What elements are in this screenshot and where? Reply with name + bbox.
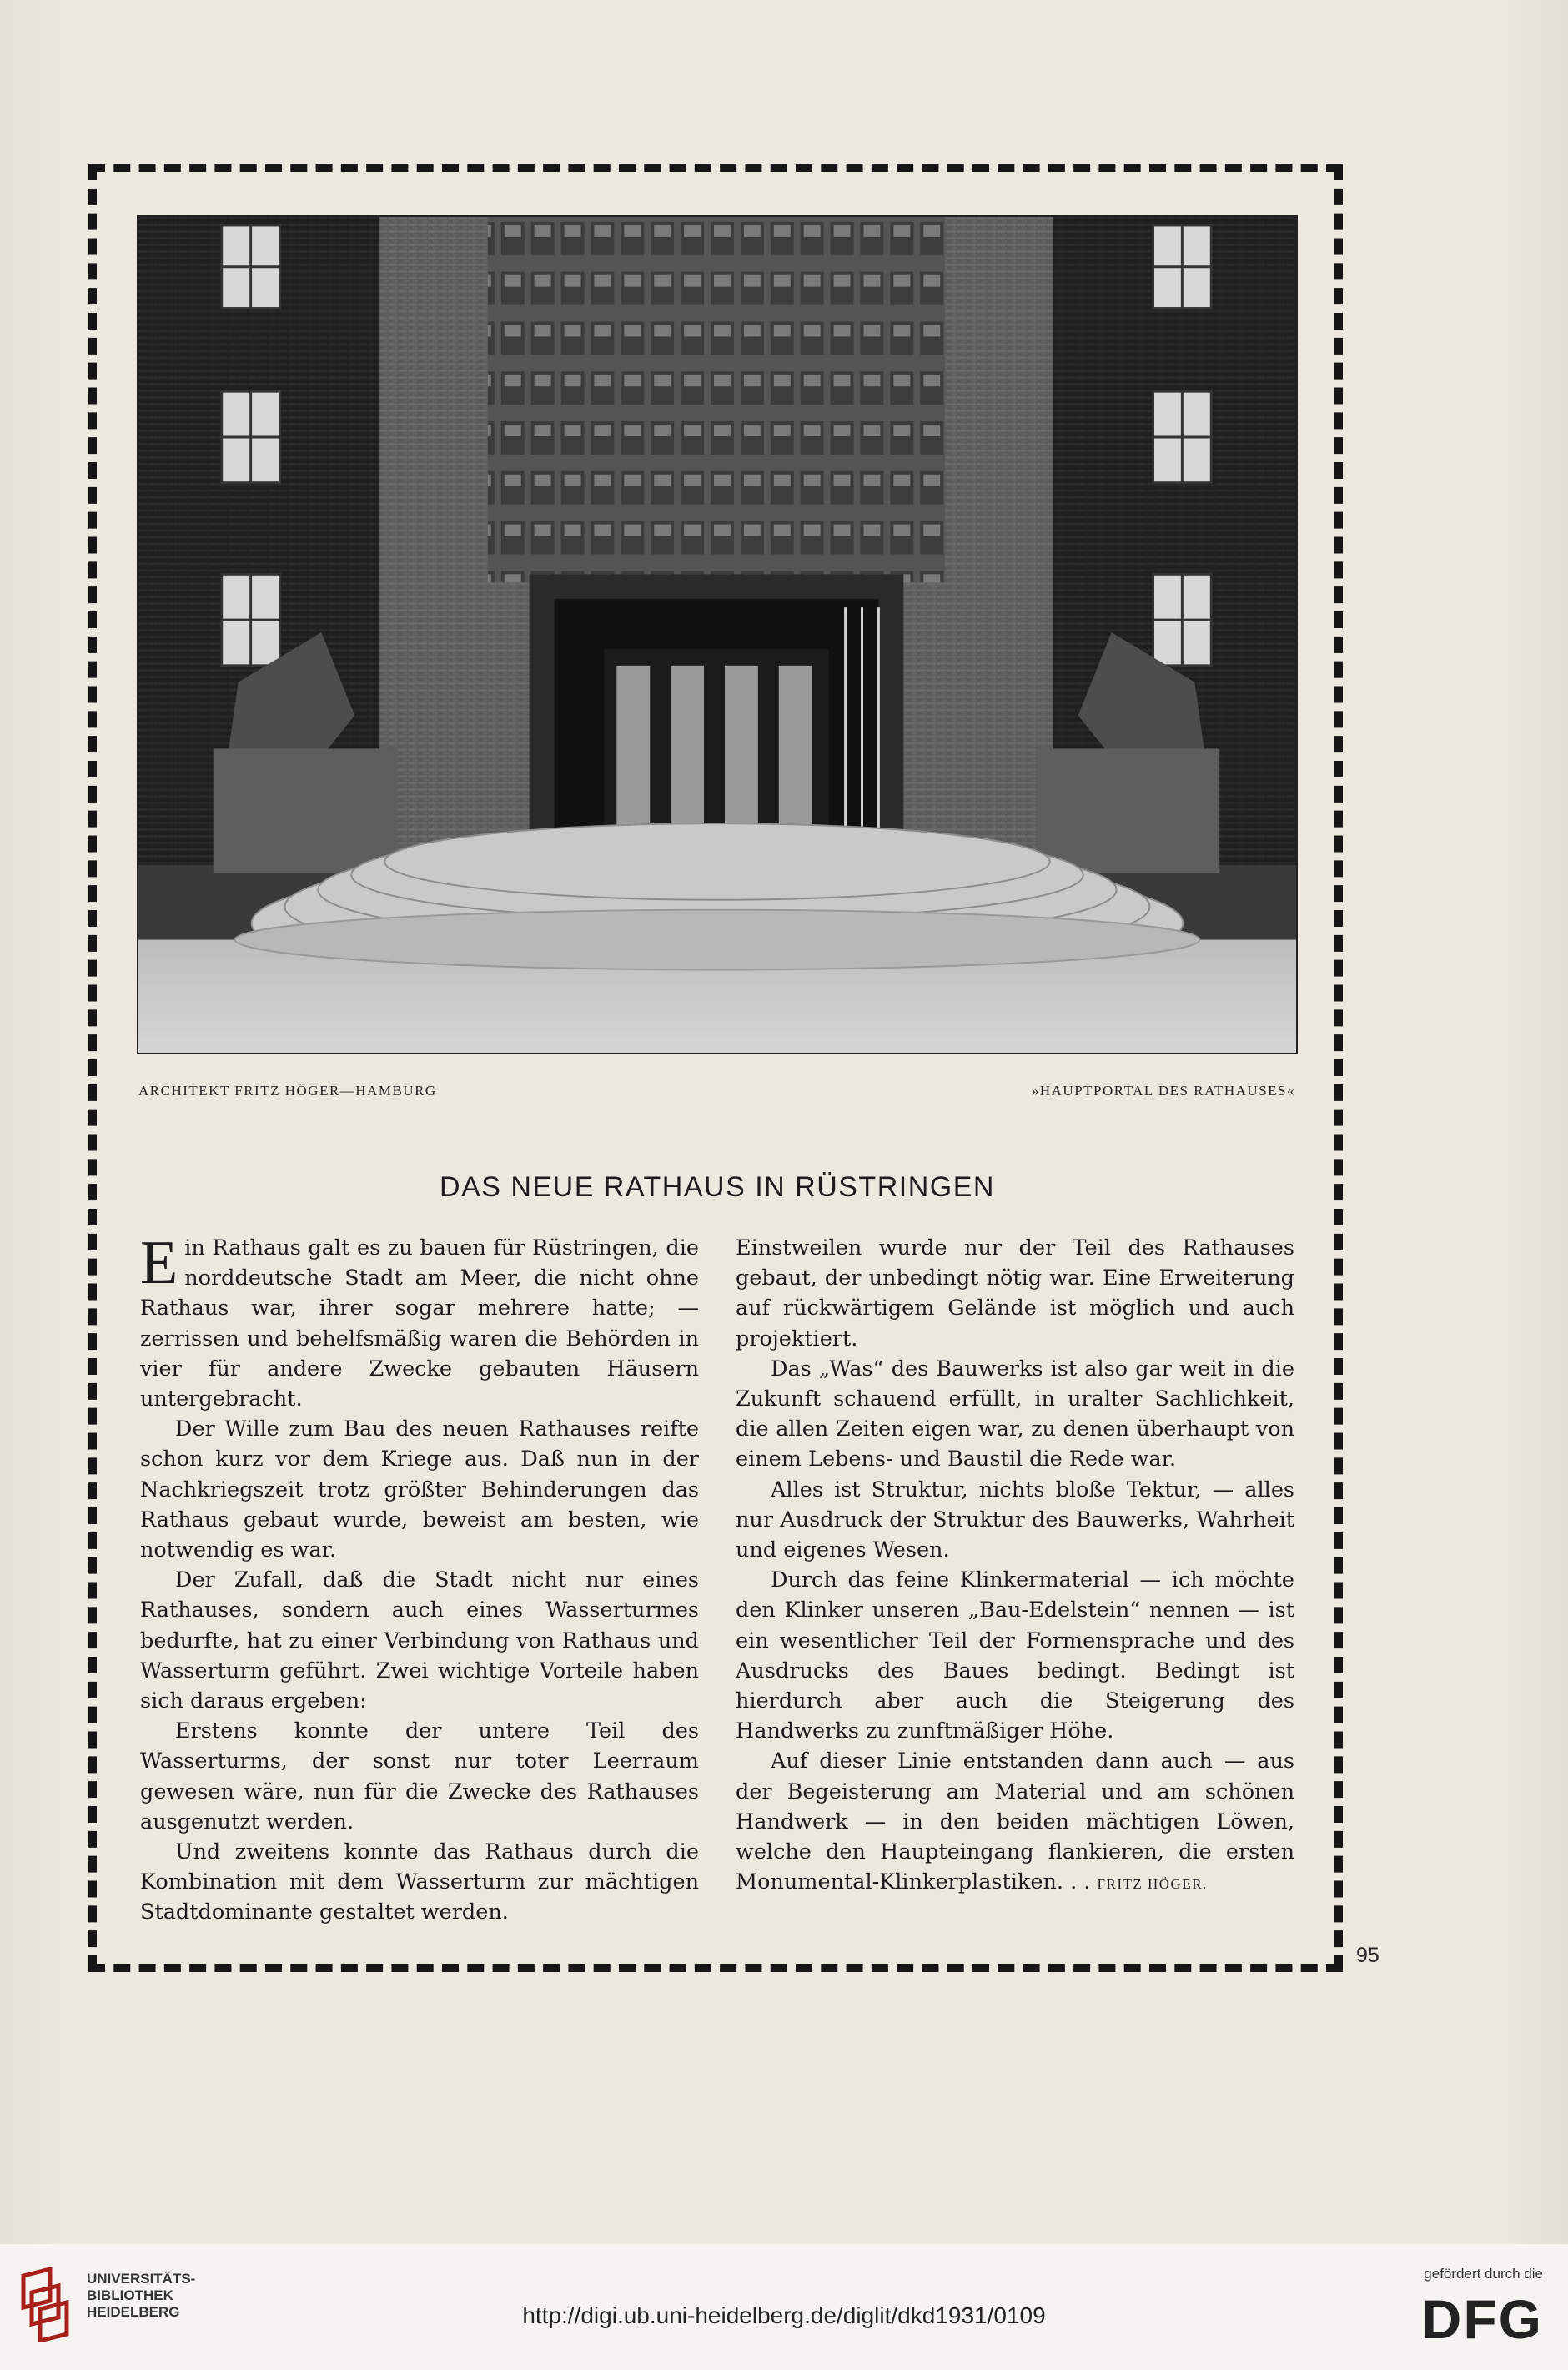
photo-main-portal bbox=[137, 215, 1298, 1054]
paragraph bbox=[736, 1746, 1294, 1900]
paragraph: Durch das feine Klinkermaterial — ich möchte den Klinker unseren „Bau-Edelstein“ nennen — ist ein wesentlicher Teil der Formensprache und des Ausdrucks des Baues bedingt. Bedingt ist hierdurch aber auch die Steigerung des Handwerks zu zunftmäßiger Höhe. bbox=[736, 1567, 1294, 1744]
dfg-logo: DFG bbox=[1421, 2288, 1543, 2350]
photo-caption-architect: ARCHITEKT FRITZ HÖGER—HAMBURG bbox=[138, 1083, 437, 1099]
paragraph-text: in Rathaus galt es zu bauen für Rüstringen, die norddeutsche Stadt am Meer, die nicht ohne Rathaus war, ihrer sogar mehrere hatte; — zerrissen und behelfsmäßig waren die Behörden in vier für andere Zwecke gebauten Häusern untergebracht. bbox=[140, 1235, 699, 1412]
paragraph: Erstens konnte der untere Teil des Wasserturms, der sonst nur toter Leerraum gewesen wäre, nun für die Zwecke des Rathauses ausgenutzt werden. bbox=[140, 1718, 699, 1834]
article-title: DAS NEUE RATHAUS IN RÜSTRINGEN bbox=[440, 1171, 995, 1203]
photo-caption-title: »HAUPTPORTAL DES RATHAUSES« bbox=[1031, 1083, 1295, 1099]
paragraph-text: Auf dieser Linie entstanden dann auch — aus der Begeisterung am Material und am schönen Handwerk — in den beiden mächtigen Löwen, welche den Haupteingang flankieren, die ersten Monumental-Klinkerplastiken. . . bbox=[736, 1749, 1294, 1895]
paragraph: Und zweitens konnte das Rathaus durch die Kombination mit dem Wasserturm zur mächtigen Stadtdominante gestaltet werden. bbox=[140, 1839, 699, 1925]
institution-line: BIBLIOTHEK bbox=[87, 2287, 173, 2303]
funding-note: gefördert durch die bbox=[1424, 2266, 1543, 2282]
institution-line: UNIVERSITÄTS- bbox=[87, 2271, 196, 2287]
permalink-url[interactable]: http://digi.ub.uni-heidelberg.de/diglit/dkd1931/0109 bbox=[522, 2302, 1046, 2328]
photo-illustration bbox=[138, 217, 1296, 1053]
paragraph: Das „Was“ des Bauwerks ist also gar weit in die Zukunft schauend erfüllt, in uralter Sachlichkeit, die allen Zeiten eigen war, zu denen überhaupt von einem Lebens- und Baustil die Rede war. bbox=[736, 1356, 1294, 1472]
paragraph: Alles ist Struktur, nichts bloße Tektur, — alles nur Ausdruck der Struktur des Bauwerks, Wahrheit und eigenes Wesen. bbox=[736, 1477, 1294, 1563]
paragraph: Einstweilen wurde nur der Teil des Rathauses gebaut, der unbedingt nötig war. Eine Erweiterung auf rückwärtigem Gelände ist möglich und auch projektiert. bbox=[736, 1235, 1294, 1351]
page-number: 95 bbox=[1356, 1944, 1380, 1967]
author-signature: FRITZ HÖGER. bbox=[1097, 1876, 1208, 1893]
paragraph bbox=[140, 1229, 699, 1414]
paragraph: Der Wille zum Bau des neuen Rathauses reifte schon kurz vor dem Kriege aus. Daß nun in der Nachkriegszeit trotz größter Behinderungen das Rathaus gebaut wurde, beweist am besten, wie notwendig es war. bbox=[140, 1416, 699, 1563]
drop-cap: E bbox=[140, 1229, 178, 1297]
institution-line: HEIDELBERG bbox=[87, 2304, 180, 2320]
article-column-left bbox=[140, 1229, 699, 1928]
paragraph: Der Zufall, daß die Stadt nicht nur eines Rathauses, sondern auch eines Wasserturmes bedurfte, hat zu einer Verbindung von Rathaus und Wasserturm geführt. Zwei wichtige Vorteile haben sich daraus ergeben: bbox=[140, 1567, 699, 1714]
article-column-right bbox=[736, 1233, 1294, 1900]
